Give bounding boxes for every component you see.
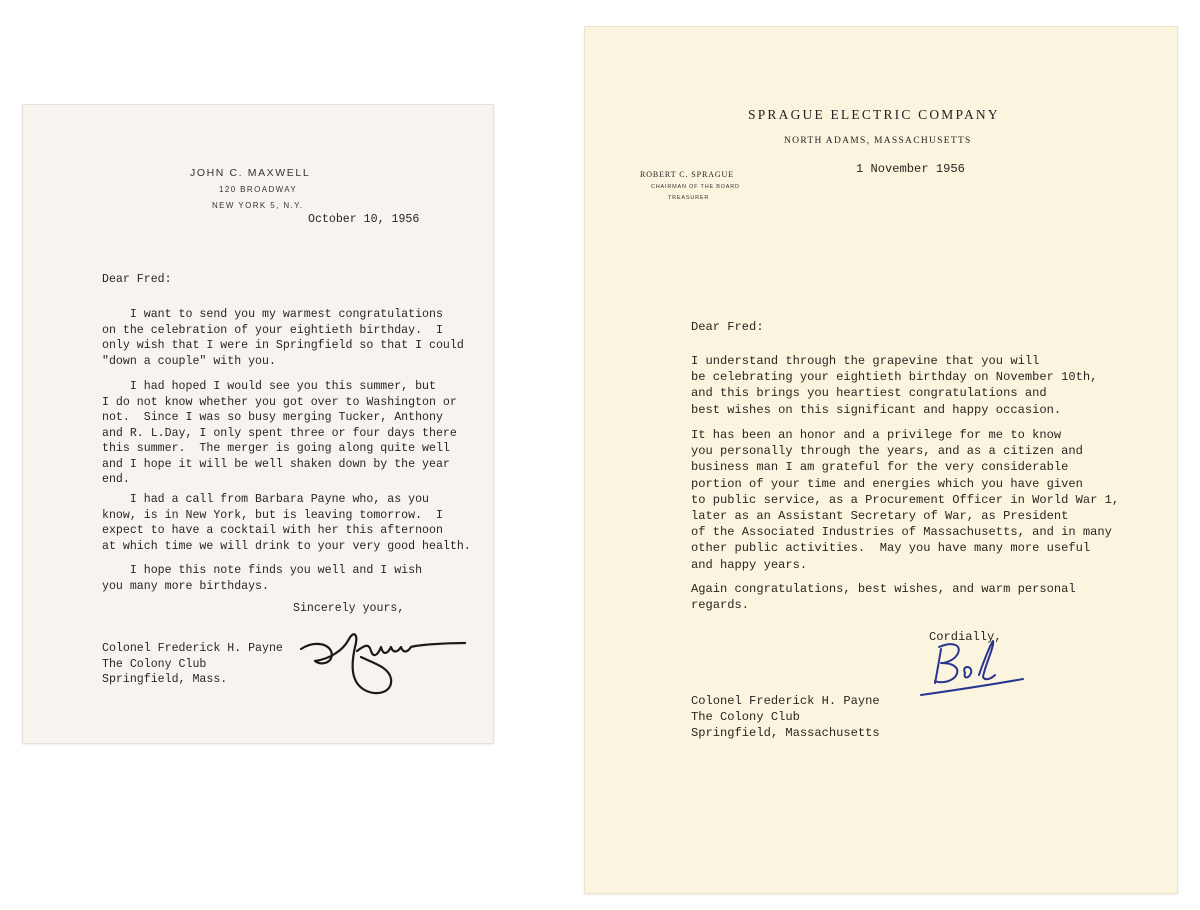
body-line: end.: [102, 473, 130, 486]
body-line: this summer. The merger is going along quite well: [102, 442, 450, 455]
executive-title: TREASURER: [668, 195, 710, 201]
body-line: best wishes on this significant and happy occasion.: [691, 402, 1062, 417]
body-paragraph: [102, 492, 471, 554]
body-line: and R. L.Day, I only spent three or four days there: [102, 426, 457, 440]
body-line: I understand through the grapevine that you will: [691, 354, 1040, 368]
body-line: and happy years.: [691, 557, 808, 572]
recipient-line: Colonel Frederick H. Payne: [691, 694, 880, 708]
recipient-line: The Colony Club: [691, 710, 800, 725]
body-paragraph: [691, 353, 1097, 418]
body-paragraph: [102, 563, 422, 594]
body-line: "down a couple" with you.: [102, 354, 276, 368]
body-paragraph: [691, 581, 1076, 613]
body-line: other public activities. May you have many more useful: [691, 541, 1091, 556]
letter-date: October 10, 1956: [308, 213, 420, 226]
body-line: I had hoped I would see you this summer, but: [102, 380, 436, 393]
body-line: I want to send you my warmest congratulations: [102, 308, 443, 321]
body-paragraph: [102, 307, 464, 369]
sprague-signature: [919, 635, 1039, 699]
body-line: I do not know whether you got over to Washington or: [102, 395, 457, 409]
body-line: not. Since I was so busy merging Tucker, Anthony: [102, 411, 443, 424]
body-line: portion of your time and energies which you have given: [691, 476, 1083, 491]
body-line: you personally through the years, and as a citizen and: [691, 444, 1083, 459]
body-line: know, is in New York, but is leaving tomorrow. I: [102, 508, 443, 522]
company-name: SPRAGUE ELECTRIC COMPANY: [748, 107, 1000, 122]
company-city: NORTH ADAMS, MASSACHUSETTS: [784, 136, 972, 146]
recipient-line: Springfield, Mass.: [102, 673, 228, 686]
body-line: of the Associated Industries of Massachusetts, and in many: [691, 525, 1112, 540]
recipient-address: [691, 693, 880, 742]
recipient-address: [102, 641, 283, 688]
body-paragraph: [691, 427, 1119, 573]
letterhead-name: JOHN C. MAXWELL: [190, 167, 311, 179]
closing: Cordially,: [929, 630, 1002, 644]
closing: Sincerely yours,: [293, 602, 405, 615]
body-line: I hope this note finds you well and I wish: [102, 564, 423, 577]
executive-title: CHAIRMAN OF THE BOARD: [651, 184, 740, 190]
body-line: at which time we will drink to your very good health.: [102, 539, 471, 553]
letter-date: 1 November 1956: [856, 162, 965, 176]
recipient-line: Springfield, Massachusetts: [691, 726, 880, 741]
body-line: you many more birthdays.: [102, 579, 269, 593]
body-line: be celebrating your eightieth birthday on November 10th,: [691, 370, 1098, 385]
sprague-letter: [584, 26, 1178, 894]
recipient-line: Colonel Frederick H. Payne: [102, 642, 283, 655]
body-line: expect to have a cocktail with her this afternoon: [102, 524, 443, 537]
body-line: to public service, as a Procurement Officer in World War 1,: [691, 492, 1120, 507]
body-line: regards.: [691, 598, 750, 613]
recipient-line: The Colony Club: [102, 657, 207, 671]
maxwell-letter: [22, 104, 494, 744]
body-line: and this brings you heartiest congratulations and: [691, 386, 1047, 401]
body-line: I had a call from Barbara Payne who, as you: [102, 493, 429, 506]
body-line: only wish that I were in Springfield so that I could: [102, 339, 464, 352]
letterhead-street: 120 BROADWAY: [219, 185, 298, 194]
salutation: Dear Fred:: [691, 320, 764, 334]
body-line: on the celebration of your eightieth birthday. I: [102, 323, 443, 337]
body-paragraph: [102, 379, 457, 488]
executive-name: ROBERT C. SPRAGUE: [640, 170, 735, 179]
salutation: Dear Fred:: [102, 273, 172, 286]
letterhead-city: NEW YORK 5, N.Y.: [212, 201, 304, 210]
body-line: and I hope it will be well shaken down by the year: [102, 457, 450, 471]
body-line: business man I am grateful for the very considerable: [691, 460, 1069, 475]
body-line: It has been an honor and a privilege for me to know: [691, 428, 1062, 442]
body-line: later as an Assistant Secretary of War, as President: [691, 509, 1069, 524]
body-line: Again congratulations, best wishes, and warm personal: [691, 582, 1076, 596]
maxwell-signature: [293, 621, 473, 703]
